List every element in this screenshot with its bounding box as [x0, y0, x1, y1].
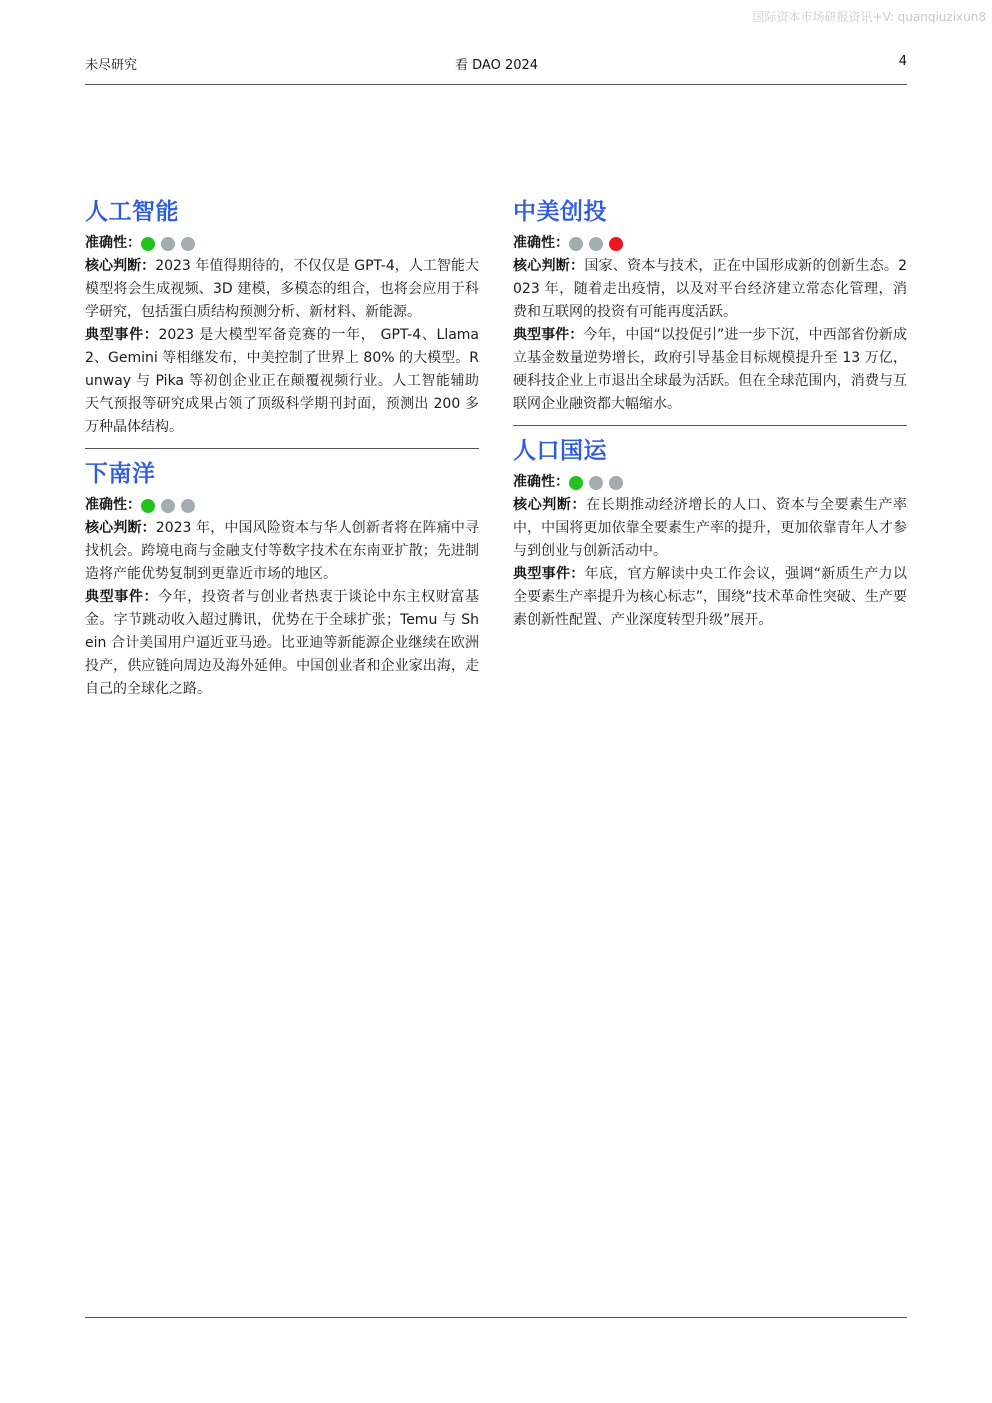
event-label: 典型事件： [513, 566, 585, 582]
core-judgment [513, 255, 907, 324]
section-title: 中美创投 [513, 199, 607, 225]
header-divider [85, 84, 907, 85]
publisher-name: 未尽研究 [85, 58, 138, 73]
section-china-us-vc [513, 196, 907, 416]
event-text: 年底，官方解读中央工作会议，强调“新质生产力以全要素生产率提升为核心标志”，围绕“技术革命性突破、生产要素创新性配置、产业深度转型升级”展开。 [513, 566, 907, 628]
core-label: 核心判断： [513, 258, 585, 274]
page-header [85, 54, 907, 72]
rating-dot [181, 499, 195, 513]
rating-dot [589, 476, 603, 490]
core-judgment [85, 255, 479, 324]
accuracy-rating [85, 232, 479, 255]
typical-event [513, 563, 907, 632]
event-text: 今年，中国“以投促引”进一步下沉，中西部省份新成立基金数量逆势增长，政府引导基金目标规模提升至 13 万亿，硬科技企业上市退出全球最为活跃。但在全球范围内，消费与互联网企业融资都大幅缩水。 [513, 327, 907, 412]
core-label: 核心判断： [85, 520, 156, 536]
core-label: 核心判断： [513, 497, 587, 513]
accuracy-label: 准确性： [85, 497, 141, 513]
core-text: 2023 年值得期待的，不仅仅是 GPT-4，人工智能大模型将会生成视频、3D 建模，多模态的组合，也将会应用于科学研究，包括蛋白质结构预测分析、新材料、新能源。 [85, 258, 480, 320]
event-label: 典型事件： [513, 327, 584, 343]
core-judgment [513, 494, 907, 563]
section-title: 人口国运 [513, 438, 607, 464]
event-label: 典型事件： [85, 327, 159, 343]
accuracy-label: 准确性： [85, 235, 141, 251]
rating-dot [589, 237, 603, 251]
section-title: 人工智能 [85, 199, 179, 225]
core-text: 国家、资本与技术，正在中国形成新的创新生态。2023 年，随着走出疫情，以及对平台经济建立常态化管理，消费和互联网的投资有可能再度活跃。 [513, 258, 908, 320]
section-southeast-asia [85, 458, 479, 701]
rating-dot [609, 237, 623, 251]
event-text: 2023 是大模型军备竞赛的一年， GPT-4、Llama2、Gemini 等相继发布，中美控制了世界上 80% 的大模型。Runway 与 Pika 等初创企业正在颠覆视频行业。人工智能辅助天气预报等研究成果占领了顶级科学期刊封面，预测出 200 多万种晶体结构。 [85, 327, 480, 435]
footer-divider [85, 1317, 907, 1318]
rating-dot [161, 499, 175, 513]
right-column [513, 196, 907, 632]
rating-dot [609, 476, 623, 490]
accuracy-rating [85, 494, 479, 517]
accuracy-rating [513, 232, 907, 255]
typical-event [85, 586, 479, 701]
accuracy-label: 准确性： [513, 474, 569, 490]
accuracy-rating [513, 471, 907, 494]
event-text: 今年，投资者与创业者热衷于谈论中东主权财富基金。字节跳动收入超过腾讯，优势在于全球扩张；Temu 与 Shein 合计美国用户逼近亚马逊。比亚迪等新能源企业继续在欧洲投产，供应链向周边及海外延伸。中国创业者和企业家出海，走自己的全球化之路。 [85, 589, 479, 697]
rating-dot [141, 499, 155, 513]
core-label: 核心判断： [85, 258, 156, 274]
typical-event [85, 324, 479, 439]
section-divider [85, 448, 479, 449]
page-number: 4 [898, 54, 907, 69]
core-judgment [85, 517, 479, 586]
watermark: 国际资本市场研报资讯+V: quanqiuzixun8 [752, 10, 986, 24]
section-population [513, 435, 907, 632]
core-text: 在长期推动经济增长的人口、资本与全要素生产率中，中国将更加依靠全要素生产率的提升，更加依靠青年人才参与到创业与创新活动中。 [513, 497, 907, 559]
section-title: 下南洋 [85, 461, 156, 487]
section-ai [85, 196, 479, 439]
left-column [85, 196, 479, 701]
rating-dot [141, 237, 155, 251]
rating-dot [569, 476, 583, 490]
typical-event [513, 324, 907, 416]
rating-dot [181, 237, 195, 251]
event-label: 典型事件： [85, 589, 159, 605]
accuracy-label: 准确性： [513, 235, 569, 251]
report-title: 看 DAO 2024 [455, 58, 539, 73]
core-text: 2023 年，中国风险资本与华人创新者将在阵痛中寻找机会。跨境电商与金融支付等数字技术在东南亚扩散；先进制造将产能优势复制到更靠近市场的地区。 [85, 520, 480, 582]
rating-dot [161, 237, 175, 251]
rating-dot [569, 237, 583, 251]
section-divider [513, 425, 907, 426]
